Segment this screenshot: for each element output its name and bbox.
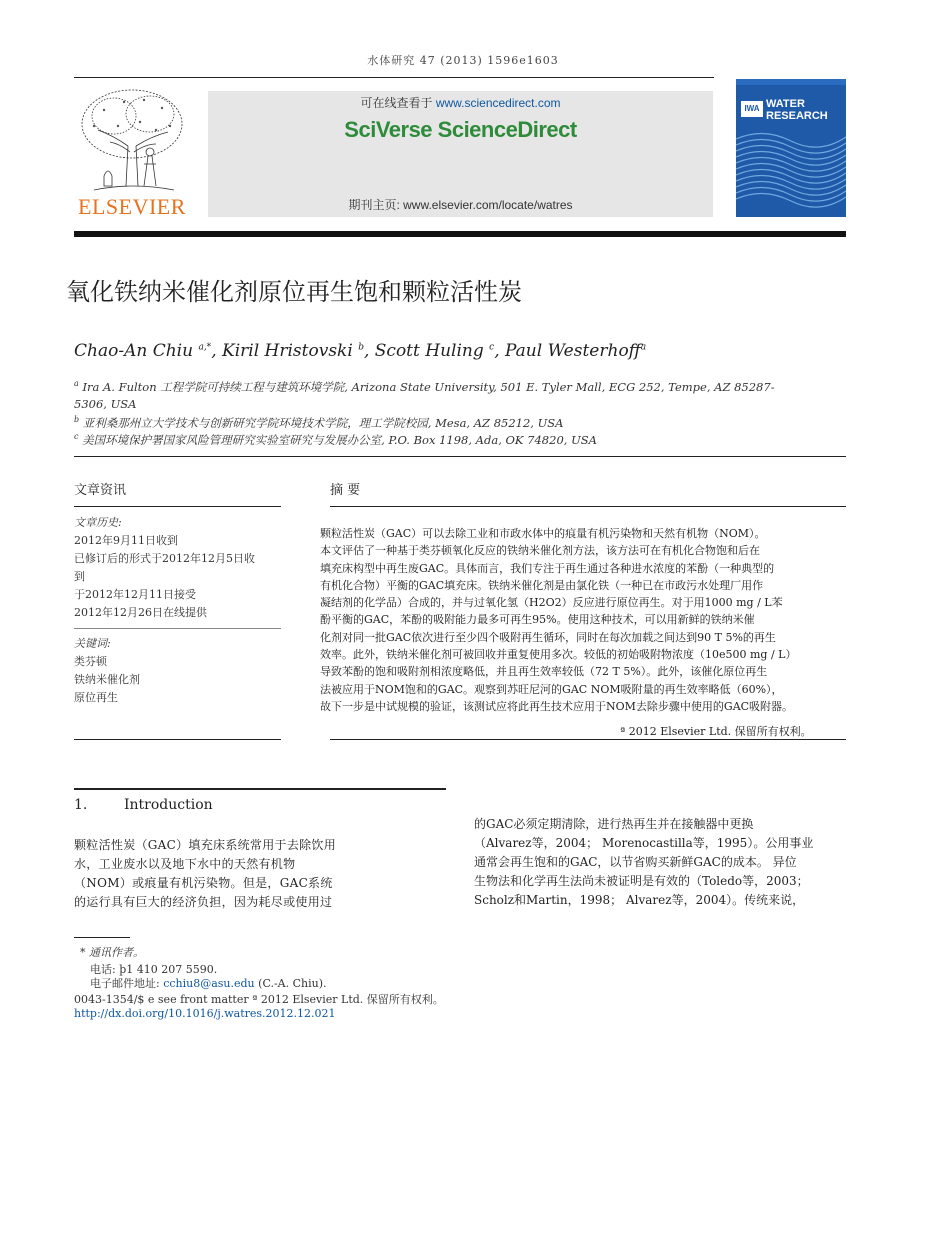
history-item: 到 [74,570,85,583]
issn-note: 0043-1354/$ e see front matter ª 2012 Elsevier Ltd. 保留所有权利。 [74,993,444,1006]
author-name[interactable]: Kiril Hristovski [222,341,353,361]
affiliation-a: $^a$ Ira A. Fulton 工程学院可持续工程与建筑环境学院, Arizona State University, 501 E. Tyler Mall, ECG 252, Tempe, AZ 85287- 5306, USA [74,379,775,411]
article-title: 氧化铁纳米催化剂原位再生饱和颗粒活性炭 [66,278,522,306]
history-item: 2012年9月11日收到 [74,534,178,547]
abstract-bottom-rule [330,739,846,740]
keyword-item[interactable]: 类芬顿 [74,655,107,668]
intro-rule [74,788,446,790]
affiliation-rule [74,456,846,457]
section-title: Introduction [124,797,213,813]
abstract-body: 颗粒活性炭（GAC）可以去除工业和市政水体中的痕量有机污染物和天然有机物（NOM）。 本文评估了一种基于类芬顿氧化反应的铁纳米催化剂方法，该方法可在有机化合物饱和后在 填充床构型中再生废GAC。具体而言，我们专注于再生通过各种进水浓度的苯酚（一种典型的 有机化合物）平衡的GAC填充床。铁纳米催化剂是由氯化铁（一种已在市政污水处理厂用作 凝结剂的化学品）合成的，并与过氧化氢（H2O2）反应进行原位再生。对于用1000 mg / L苯 酚平衡的GAC，苯酚的吸附能力最多可再生95%。使用这种技术，可以用新鲜的铁纳米催 化剂对同一批GAC依次进行至少四个吸附再生循环，同时在每次加载之间达到90 T 5%的再生 效率。此外，铁纳米催化剂可被回收并重复使用多次。较低的初始吸附物浓度（10e500 mg / L） 导致苯酚的饱和吸附剂相浓度略低，并且再生效率较低（72 T 5%）。此外，该催化原位再生 法被应用于NOM饱和的GAC。观察到苏旺尼河的GAC NOM吸附量的再生效率略低（60%）， 故下一步是中试规模的验证，该测试应将此再生技术应用于NOM去除步骤中使用的GAC吸附器。 [320,527,797,713]
intro-right-column: 的GAC必须定期清除，进行热再生并在接触器中更换 （Alvarez等，2004； Morenocastilla等，1995）。公用事业 通常会再生饱和的GAC，以节省购买新鲜GAC的成本。 异位 生物法和化学再生法尚未被证明是有效的（Toledo等，2003； Scholz和Martin，1998； Alvarez等，2004）。传统来说， [474,817,814,907]
journal-reference: 水体研究 47 (2013) 1596e1603 [367,54,559,67]
sciencedirect-banner[interactable] [208,91,713,217]
author-sup: a,* [198,342,212,353]
email-note [90,975,327,991]
sciencedirect-url[interactable]: www.sciencedirect.com [435,96,561,110]
article-info-bottom-rule [74,739,281,740]
article-history [74,514,284,622]
article-info-rule [74,506,281,507]
homepage-url[interactable]: www.elsevier.com/locate/watres [403,198,573,212]
online-text: 可在线查看于 [360,96,433,110]
journal-homepage [208,196,713,213]
author-name[interactable]: Paul Westerhoff [505,341,641,361]
keyword-item[interactable]: 铁纳米催化剂 [74,673,140,686]
elsevier-wordmark: ELSEVIER [78,194,186,219]
section-number: 1. [74,797,88,813]
author-sup: b [358,342,364,353]
corresponding-author-note: * 通讯作者。 [80,946,144,959]
author-sup: a [640,342,647,353]
sciverse-brand: SciVerse ScienceDirect [344,117,577,142]
author-list: Chao-An Chiu $^{a,*}$, Kiril Hristovski $^b$, Scott Huling $^c$, Paul Westerhoff$^a$ [74,341,647,361]
phone-note: 电话: þ1 410 207 5590. [90,963,218,976]
author-name[interactable]: Scott Huling [374,341,484,361]
footnote-rule [74,937,130,938]
email-suffix: (C.-A. Chiu). [258,977,327,990]
history-item: 于2012年12月11日接受 [74,588,196,601]
abstract-heading: 摘 要 [330,483,361,498]
email-link[interactable]: cchiu8@asu.edu [163,977,255,990]
journal-cover[interactable] [736,79,846,217]
affiliation-c: $^c$ 美国环境保护署国家风险管理研究实验室研究与发展办公室, P.O. Box 1198, Ada, OK 74820, USA [74,432,597,447]
elsevier-logo[interactable] [74,86,190,220]
abstract-copyright: ª 2012 Elsevier Ltd. 保留所有权利。 [620,725,812,738]
history-item: 2012年12月26日在线提供 [74,606,207,619]
keywords-label: 关键词: [74,637,111,650]
header-rule [74,77,714,78]
online-availability [208,94,713,111]
author-sup: c [489,342,495,353]
homepage-label: 期刊主页: [348,198,400,212]
author-name[interactable]: Chao-An Chiu [74,341,194,361]
abstract-rule [330,506,846,507]
keyword-item[interactable]: 原位再生 [74,691,118,704]
history-item: 已修订后的形式于2012年12月5日收 [74,552,255,565]
keywords-rule [74,628,281,629]
affiliation-b: $^b$ 亚利桑那州立大学技术与创新研究学院环境技术学院，理工学院校园, Mesa, AZ 85212, USA [74,415,564,430]
keywords [74,635,284,707]
article-info-heading: 文章资讯 [74,483,127,498]
tree-icon [74,86,190,194]
history-label: 文章历史: [74,516,122,529]
email-label: 电子邮件地址: [90,977,160,990]
header-thick-rule [74,231,846,237]
doi-link[interactable]: http://dx.doi.org/10.1016/j.watres.2012.12.021 [74,1007,336,1020]
iwa-badge: IWA [741,101,763,117]
intro-heading [74,797,213,813]
cover-title: WATER RESEARCH [766,98,828,122]
intro-left-column: 颗粒活性炭（GAC）填充床系统常用于去除饮用 水，工业废水以及地下水中的天然有机物 （NOM）或痕量有机污染物。但是，GAC系统 的运行具有巨大的经济负担，因为耗尽或使用过 [74,838,337,909]
